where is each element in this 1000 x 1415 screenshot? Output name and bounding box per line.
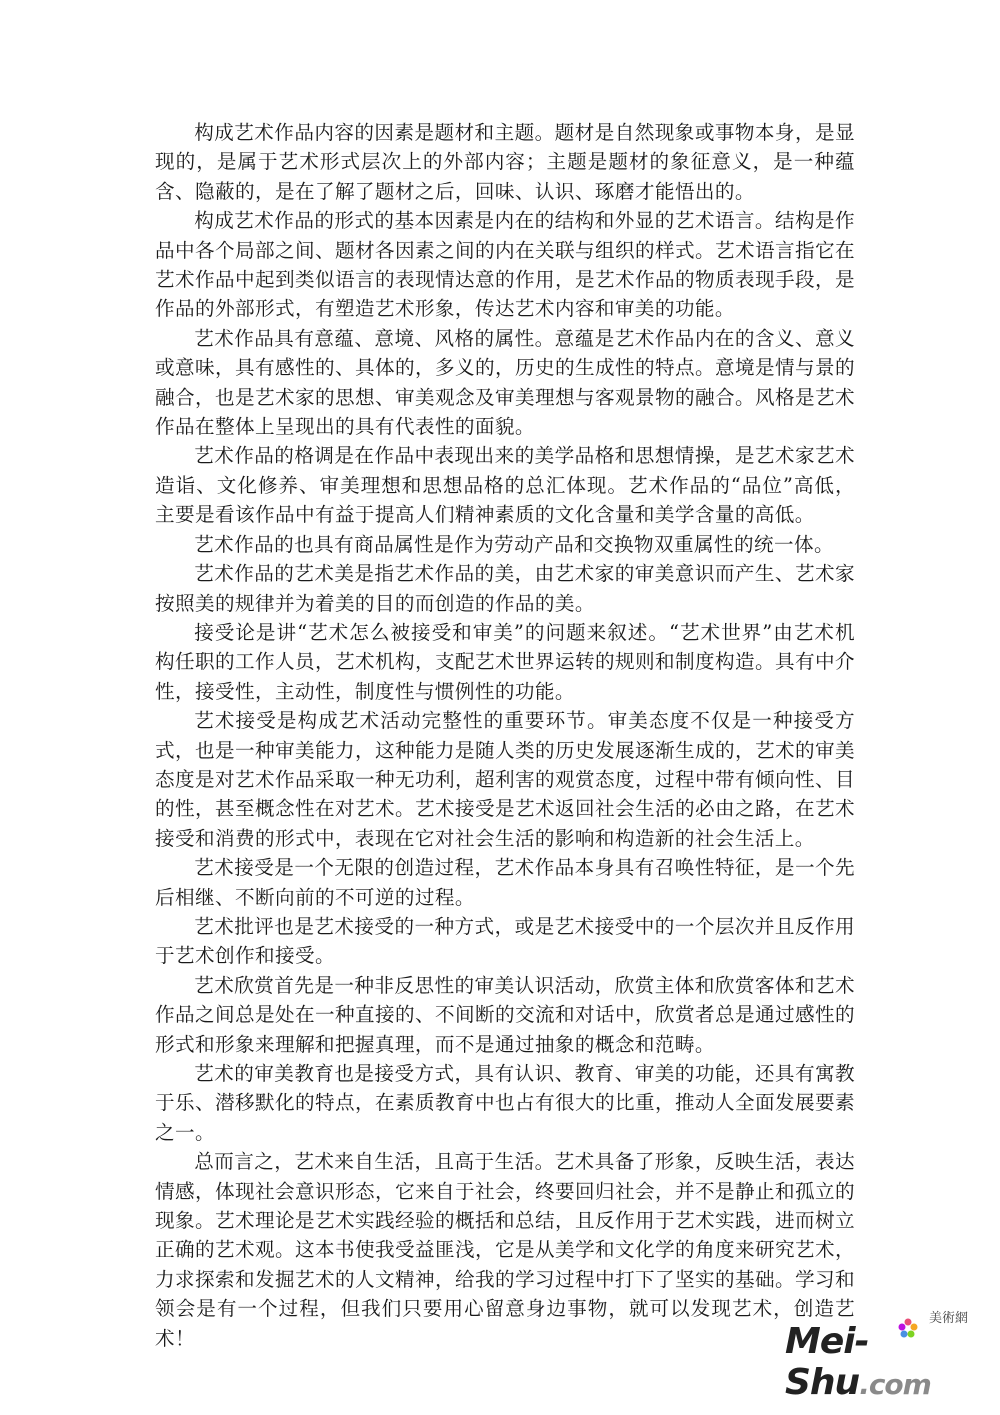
paragraph: 接受论是讲“艺术怎么被接受和审美”的问题来叙述。“艺术世界”由艺术机构任职的工作人员，艺术机构，支配艺术世界运转的规则和制度构造。具有中介性，接受性，主动性，制度性与惯例性的功能。 xyxy=(155,620,855,703)
paragraph: 艺术作品具有意蕴、意境、风格的属性。意蕴是艺术作品内在的含义、意义或意味，具有感性的、具体的，多义的，历史的生成性的特点。意境是情与景的融合，也是艺术家的思想、审美观念及审美理想与客观景物的融合。风格是艺术作品在整体上呈现出的具有代表性的面貌。 xyxy=(155,326,855,439)
paragraph: 艺术作品的也具有商品属性是作为劳动产品和交换物双重属性的统一体。 xyxy=(194,532,834,556)
paragraph: 艺术批评也是艺术接受的一种方式，或是艺术接受中的一个层次并且反作用于艺术创作和接受。 xyxy=(155,914,855,968)
paragraph: 构成艺术作品内容的因素是题材和主题。题材是自然现象或事物本身，是显现的，是属于艺术形式层次上的外部内容；主题是题材的象征意义，是一种蕴含、隐蔽的，是在了解了题材之后，回味、认识、琢磨才能悟出的。 xyxy=(155,121,855,203)
document-body xyxy=(155,118,855,1353)
paragraph: 艺术欣赏首先是一种非反思性的审美认识活动，欣赏主体和欣赏客体和艺术作品之间总是处在一种直接的、不间断的交流和对话中，欣赏者总是通过感性的形式和形象来理解和把握真理，而不是通过抽象的概念和范畴。 xyxy=(155,973,855,1056)
paragraph: 艺术接受是一个无限的创造过程，艺术作品本身具有召唤性特征，是一个先后相继、不断向前的不可逆的过程。 xyxy=(155,856,855,909)
paragraph: 艺术作品的艺术美是指艺术作品的美，由艺术家的审美意识而产生、艺术家按照美的规律并为着美的目的而创造的作品的美。 xyxy=(155,562,855,615)
paragraph: 构成艺术作品的形式的基本因素是内在的结构和外显的艺术语言。结构是作品中各个局部之间、题材各因素之间的内在关联与组织的样式。艺术语言指它在艺术作品中起到类似语言的表现情达意的作用，是艺术作品的物质表现手段，是作品的外部形式，有塑造艺术形象，传达艺术内容和审美的功能。 xyxy=(155,209,855,321)
paragraph: 艺术的审美教育也是接受方式，具有认识、教育、审美的功能，还具有寓教于乐、潜移默化的特点，在素质教育中也占有很大的比重，推动人全面发展要素之一。 xyxy=(155,1062,855,1144)
paragraph: 艺术接受是构成艺术活动完整性的重要环节。审美态度不仅是一种接受方式，也是一种审美能力，这种能力是随人类的历史发展逐渐生成的，艺术的审美态度是对艺术作品采取一种无功利，超利害的观赏态度，过程中带有倾向性、目的性，甚至概念性在对艺术。艺术接受是艺术返回社会生活的必由之路，在艺术接受和消费的形式中，表现在它对社会生活的影响和构造新的社会生活上。 xyxy=(155,709,855,850)
watermark-chinese: 美術網 xyxy=(928,1311,968,1326)
watermark-logo xyxy=(785,1307,970,1403)
paragraph: 艺术作品的格调是在作品中表现出来的美学品格和思想情操，是艺术家艺术造诣、文化修养、审美理想和思想品格的总汇体现。艺术作品的“品位”高低，主要是看该作品中有益于提高人们精神素质的文化含量和美学含量的高低。 xyxy=(155,444,855,527)
watermark-brand: Mei-Shu.com xyxy=(785,1321,931,1403)
paragraph: 总而言之，艺术来自生活，且高于生活。艺术具备了形象，反映生活，表达情感，体现社会意识形态，它来自于社会，终要回归社会，并不是静止和孤立的现象。艺术理论是艺术实践经验的概括和总结，且反作用于艺术实践，进而树立正确的艺术观。这本书使我受益匪浅，它是从美学和文化学的角度来研究艺术，力求探索和发掘艺术的人文精神，给我的学习过程中打下了坚实的基础。学习和领会是有一个过程，但我们只要用心留意身边事物，就可以发现艺术，创造艺术！ xyxy=(155,1150,855,1350)
